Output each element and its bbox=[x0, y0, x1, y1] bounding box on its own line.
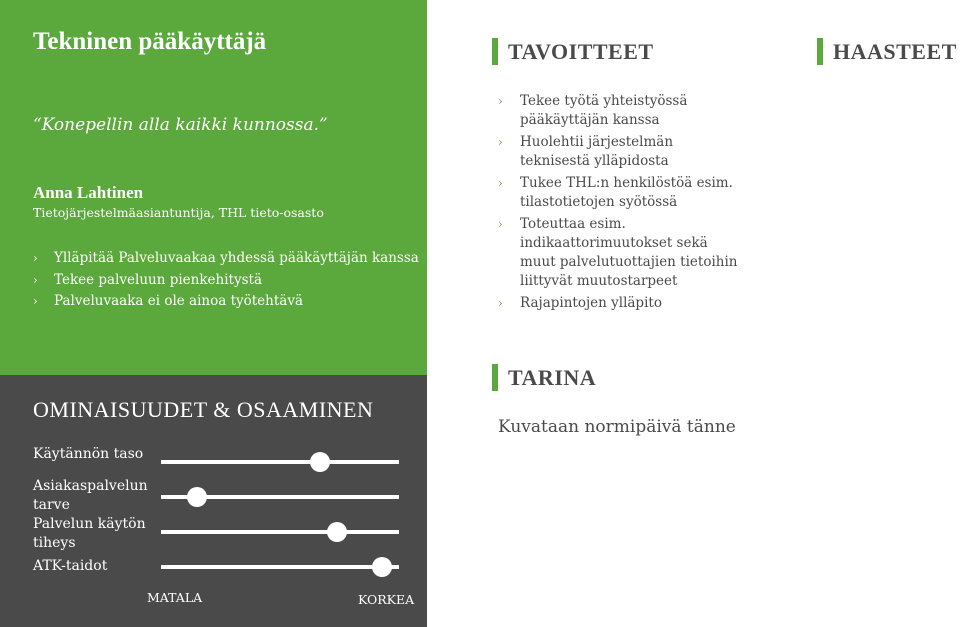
chevron-right-icon: › bbox=[498, 94, 503, 108]
section-accent-bar bbox=[817, 38, 823, 65]
list-item: › Tekee työtä yhteistyössä pääkäyttäjän kanssa bbox=[498, 93, 688, 128]
persona-panel bbox=[0, 0, 427, 375]
list-item: › Rajapintojen ylläpito bbox=[498, 295, 662, 311]
goals-heading: TAVOITTEET bbox=[508, 39, 654, 64]
scale-low-label: MATALA bbox=[147, 590, 203, 605]
chevron-right-icon: › bbox=[33, 294, 38, 308]
skill-slider-knob bbox=[187, 487, 207, 507]
skill-label: Asiakaspalvelun tarve bbox=[33, 478, 148, 513]
skills-heading: OMINAISUUDET & OSAAMINEN bbox=[33, 397, 374, 422]
chevron-right-icon: › bbox=[498, 217, 503, 231]
persona-title: Tekninen pääkäyttäjä bbox=[33, 28, 267, 55]
persona-quote: “Konepellin alla kaikki kunnossa.” bbox=[33, 115, 328, 135]
chevron-right-icon: › bbox=[33, 272, 38, 287]
skill-slider-track bbox=[161, 460, 399, 464]
persona-name: Anna Lahtinen bbox=[33, 183, 144, 202]
section-accent-bar bbox=[492, 364, 498, 391]
skill-slider-track bbox=[161, 530, 399, 534]
list-item: › Huolehtii järjestelmän teknisestä ylläpidosta bbox=[498, 134, 674, 169]
chevron-right-icon: › bbox=[498, 176, 503, 190]
list-item: › Tukee THL:n henkilöstöä esim. tilastotietojen syötössä bbox=[498, 175, 733, 210]
chevron-right-icon: › bbox=[498, 296, 503, 310]
section-accent-bar bbox=[492, 38, 498, 65]
skills-panel bbox=[0, 375, 427, 627]
list-item: › Ylläpitää Palveluvaakaa yhdessä pääkäyttäjän kanssa bbox=[33, 248, 419, 270]
skill-label: Käytännön taso bbox=[33, 446, 144, 462]
story-text: Kuvataan normipäivä tänne bbox=[498, 417, 736, 437]
skill-slider-knob bbox=[310, 452, 330, 472]
skill-slider-track bbox=[161, 565, 399, 569]
list-item: › Tekee palveluun pienkehitystä bbox=[33, 270, 419, 292]
skill-slider-knob bbox=[372, 557, 392, 577]
story-heading: TARINA bbox=[508, 365, 597, 390]
list-item: › Toteuttaa esim. indikaattorimuutokset sekä muut palvelutuottajien tietoihin liittyvät muutostarpeet bbox=[498, 216, 738, 289]
skill-slider-track bbox=[161, 495, 399, 499]
chevron-right-icon: › bbox=[498, 135, 503, 149]
persona-bullets bbox=[33, 248, 419, 313]
challenges-heading: HAASTEET bbox=[833, 39, 957, 64]
skill-label: ATK-taidot bbox=[33, 558, 108, 574]
scale-high-label: KORKEA bbox=[358, 592, 415, 607]
list-item: › Palveluvaaka ei ole ainoa työtehtävä bbox=[33, 291, 419, 313]
skill-label: Palvelun käytön tiheys bbox=[33, 516, 146, 551]
persona-role: Tietojärjestelmäasiantuntija, THL tieto-osasto bbox=[33, 205, 324, 220]
goals-list bbox=[498, 92, 738, 316]
chevron-right-icon: › bbox=[33, 251, 38, 265]
skill-slider-knob bbox=[327, 522, 347, 542]
